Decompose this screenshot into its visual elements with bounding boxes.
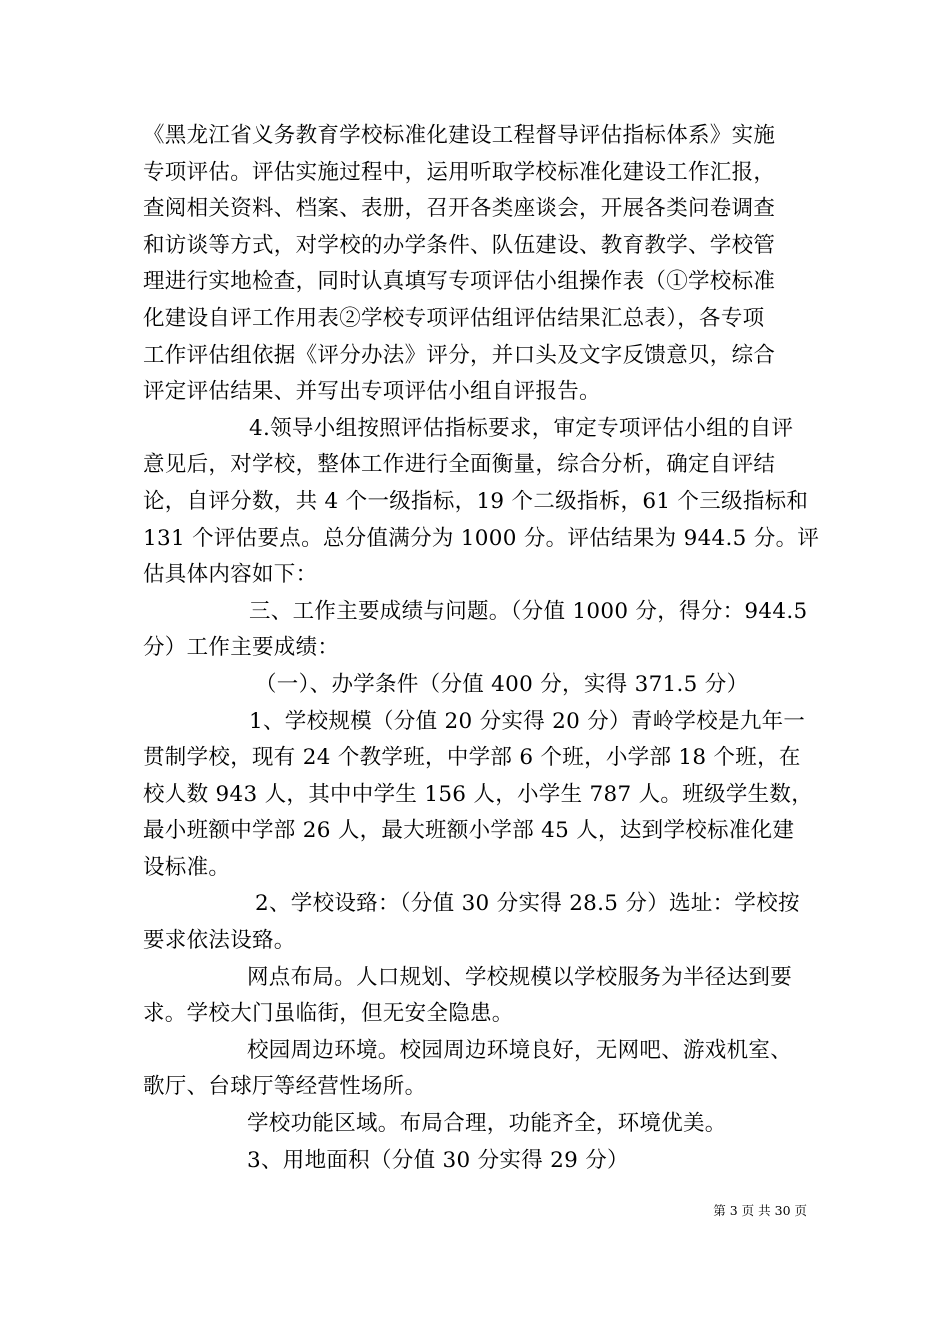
- paragraph-start: 网点布局。人口规划、学校规模以学校服务为半径达到要: [247, 964, 793, 990]
- text-line: 贯制学校，现有 24 个教学班，中学部 6 个班，小学部 18 个班，在: [143, 745, 801, 771]
- paragraph-start: 4.领导小组按照评估指标要求，审定专项评估小组的自评: [249, 415, 794, 441]
- paragraph-start: 3、用地面积（分值 30 分实得 29 分）: [247, 1147, 629, 1173]
- paragraph-start: 校园周边环境。校园周边环境良好，无网吧、游戏机室、: [247, 1037, 793, 1063]
- subsection-heading: （一）、办学条件（分值 400 分，实得 371.5 分）: [255, 671, 749, 697]
- text-line: 专项评估。评估实施过程中，运用听取学校标准化建设工作汇报，: [143, 159, 776, 185]
- text-line: 求。学校大门虽临街，但无安全隐患。: [143, 1001, 514, 1027]
- text-line: 化建设自评工作用表②学校专项评估组评估结果汇总表），各专项: [143, 305, 765, 331]
- text-line: 歌厅、台球厅等经营性场所。: [143, 1074, 427, 1100]
- page-number: 第 3 页 共 30 页: [713, 1203, 807, 1218]
- text-line: 校人数 943 人，其中中学生 156 人，小学生 787 人。班级学生数，: [143, 781, 814, 807]
- text-line: 理进行实地检查，同时认真填写专项评估小组操作表（①学校标准: [143, 269, 776, 295]
- paragraph-start: 1、学校规模（分值 20 分实得 20 分）青岭学校是九年一: [249, 708, 806, 734]
- text-line: 意见后，对学校，整体工作进行全面衡量，综合分析，确定自评结: [143, 452, 776, 478]
- text-line: 工作评估组依据《评分办法》评分，并口头及文字反馈意贝，综合: [143, 342, 776, 368]
- text-line: 设标准。: [143, 854, 231, 880]
- text-line: 查阅相关资料、档案、表册，召开各类座谈会，开展各类问卷调查: [143, 196, 776, 222]
- paragraph-start: 2、学校设臵：（分值 30 分实得 28.5 分）选址：学校按: [255, 891, 800, 917]
- text-line: 论，自评分数，共 4 个一级指标，19 个二级指柝，61 个三级指标和: [143, 488, 809, 514]
- text-line: 最小班额中学部 26 人，最大班额小学部 45 人，达到学校标准化建: [143, 818, 795, 844]
- text-line: 和访谈等方式，对学校的办学条件、队伍建设、教育教学、学校管: [143, 232, 776, 258]
- document-body: [143, 118, 820, 1179]
- text-line: 要求依法设臵。: [143, 928, 296, 954]
- paragraph-start: 学校功能区域。布局合理，功能齐全，环境优美。: [247, 1111, 727, 1137]
- text-line: 评定评估结果、并写出专项评估小组自评报告。: [143, 379, 601, 405]
- text-line: 《黑龙江省义务教育学校标准化建设工程督导评估指标体系》实施: [143, 123, 776, 148]
- text-line: 估具体内容如下：: [143, 562, 318, 588]
- text-line: 131 个评估要点。总分值满分为 1000 分。评估结果为 944.5 分。评: [143, 525, 820, 551]
- section-heading: 三、工作主要成绩与问题。（分值 1000 分，得分：944.5: [249, 598, 808, 624]
- text-line: 分）工作主要成绩：: [143, 635, 340, 661]
